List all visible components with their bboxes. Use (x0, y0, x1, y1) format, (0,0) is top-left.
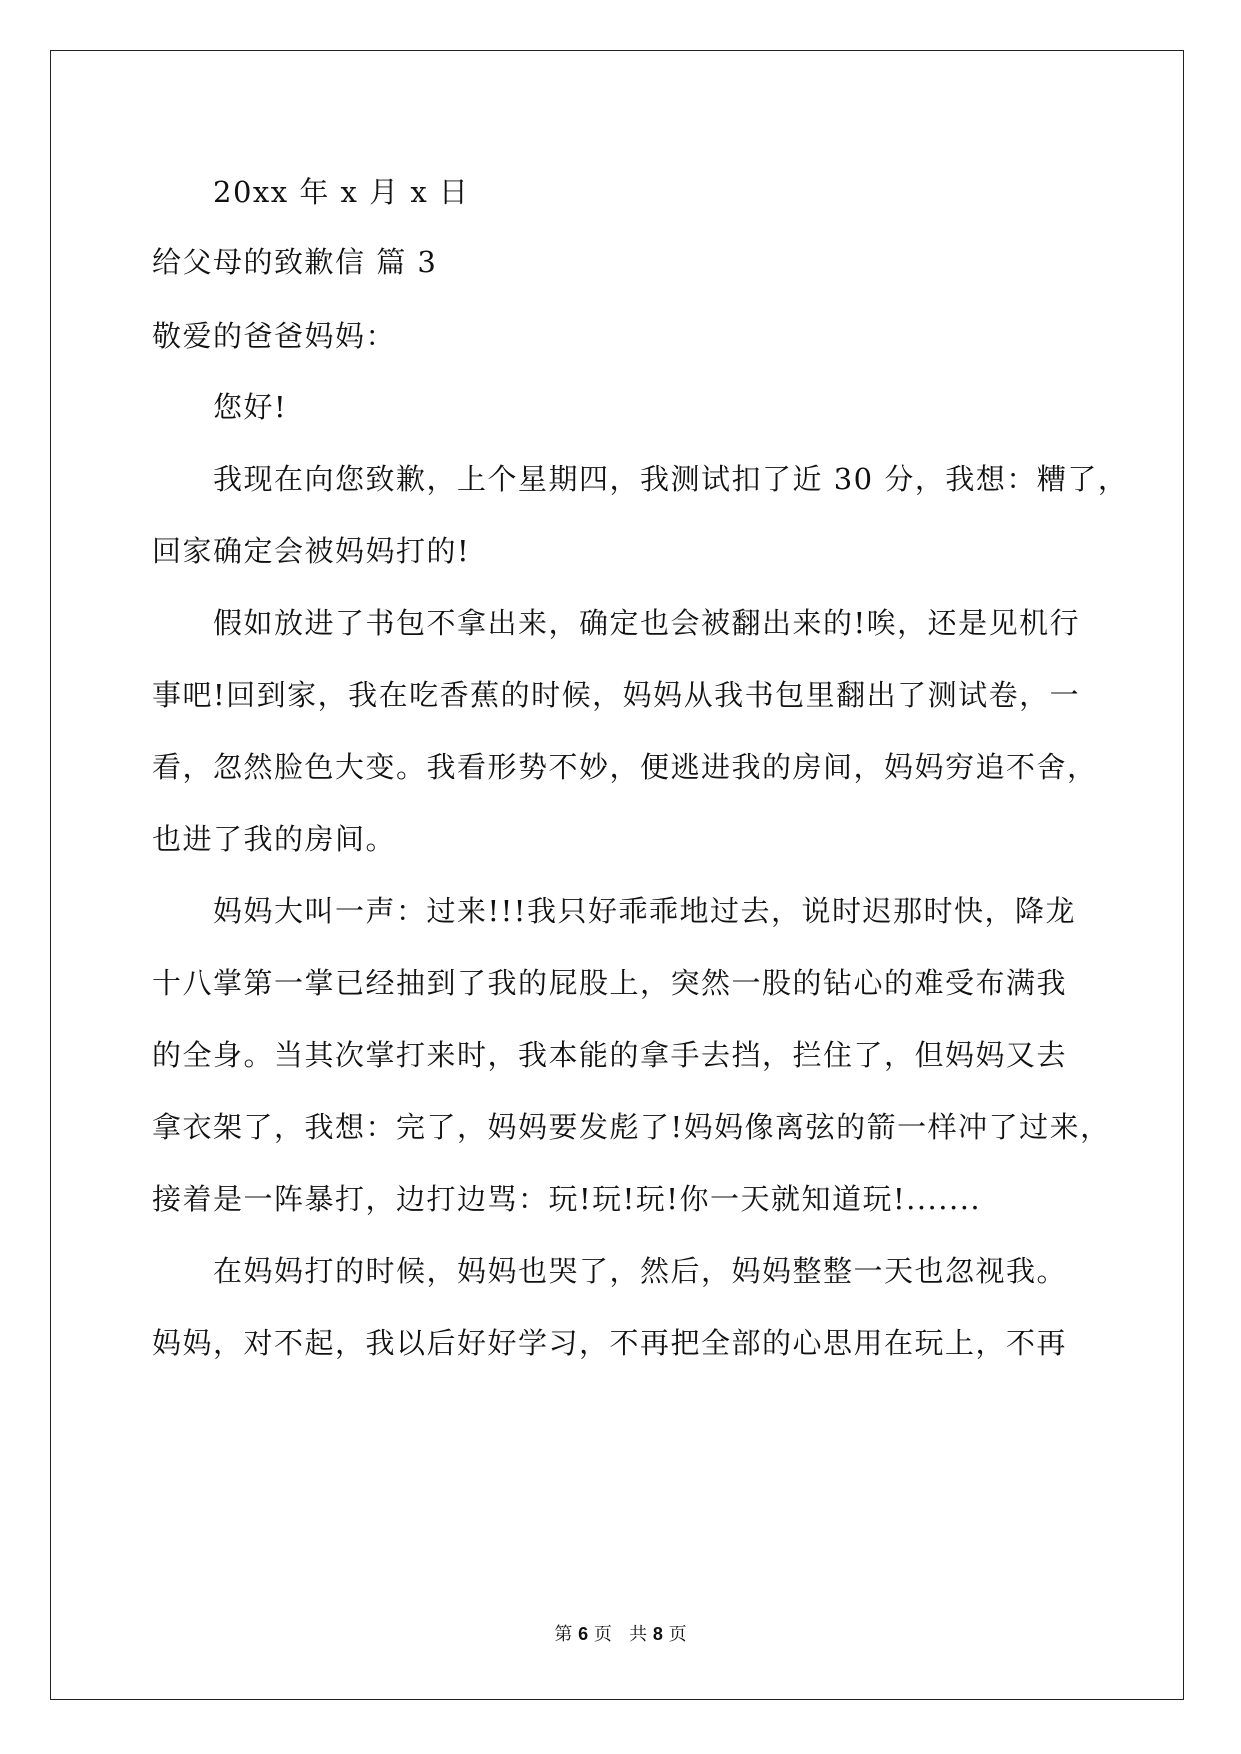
body-line: 在妈妈打的时候，妈妈也哭了，然后，妈妈整整一天也忽视我。 (213, 1254, 1068, 1288)
body-line: 拿衣架了，我想：完了，妈妈要发彪了!妈妈像离弦的箭一样冲了过来， (152, 1110, 1111, 1144)
body-line: 的全身。当其次掌打来时，我本能的拿手去挡，拦住了，但妈妈又去 (152, 1038, 1068, 1072)
body-line: 我现在向您致歉，上个星期四，我测试扣了近 30 分，我想：糟了， (213, 462, 1129, 496)
body-line: 事吧!回到家，我在吃香蕉的时候，妈妈从我书包里翻出了测试卷，一 (152, 678, 1081, 712)
body-line: 妈妈，对不起，我以后好好学习，不再把全部的心思用在玩上，不再 (152, 1326, 1068, 1360)
letter-date: 20xx 年 x 月 x 日 (213, 175, 470, 209)
page-border (50, 50, 1184, 1700)
body-line: 妈妈大叫一声：过来!!!我只好乖乖地过去，说时迟那时快，降龙 (213, 894, 1076, 928)
total-pages-number: 8 (652, 1624, 663, 1644)
current-page-number: 6 (578, 1624, 589, 1644)
body-line: 回家确定会被妈妈打的! (152, 534, 471, 568)
section-heading: 给父母的致歉信 篇 3 (152, 245, 438, 279)
body-line: 接着是一阵暴打，边打边骂：玩!玩!玩!你一天就知道玩!....... (152, 1182, 982, 1216)
body-line: 也进了我的房间。 (152, 822, 397, 856)
body-line: 假如放进了书包不拿出来，确定也会被翻出来的!唉，还是见机行 (213, 606, 1081, 640)
footer-prefix: 第 (554, 1624, 573, 1645)
body-line: 看，忽然脸色大变。我看形势不妙，便逃进我的房间，妈妈穷追不舍， (152, 750, 1098, 784)
page-footer (0, 1620, 1241, 1646)
footer-middle: 页 共 (593, 1624, 648, 1645)
greeting: 您好! (213, 390, 288, 424)
footer-suffix: 页 (668, 1624, 687, 1645)
body-line: 十八掌第一掌已经抽到了我的屁股上，突然一股的钻心的难受布满我 (152, 966, 1068, 1000)
salutation: 敬爱的爸爸妈妈： (152, 319, 397, 353)
